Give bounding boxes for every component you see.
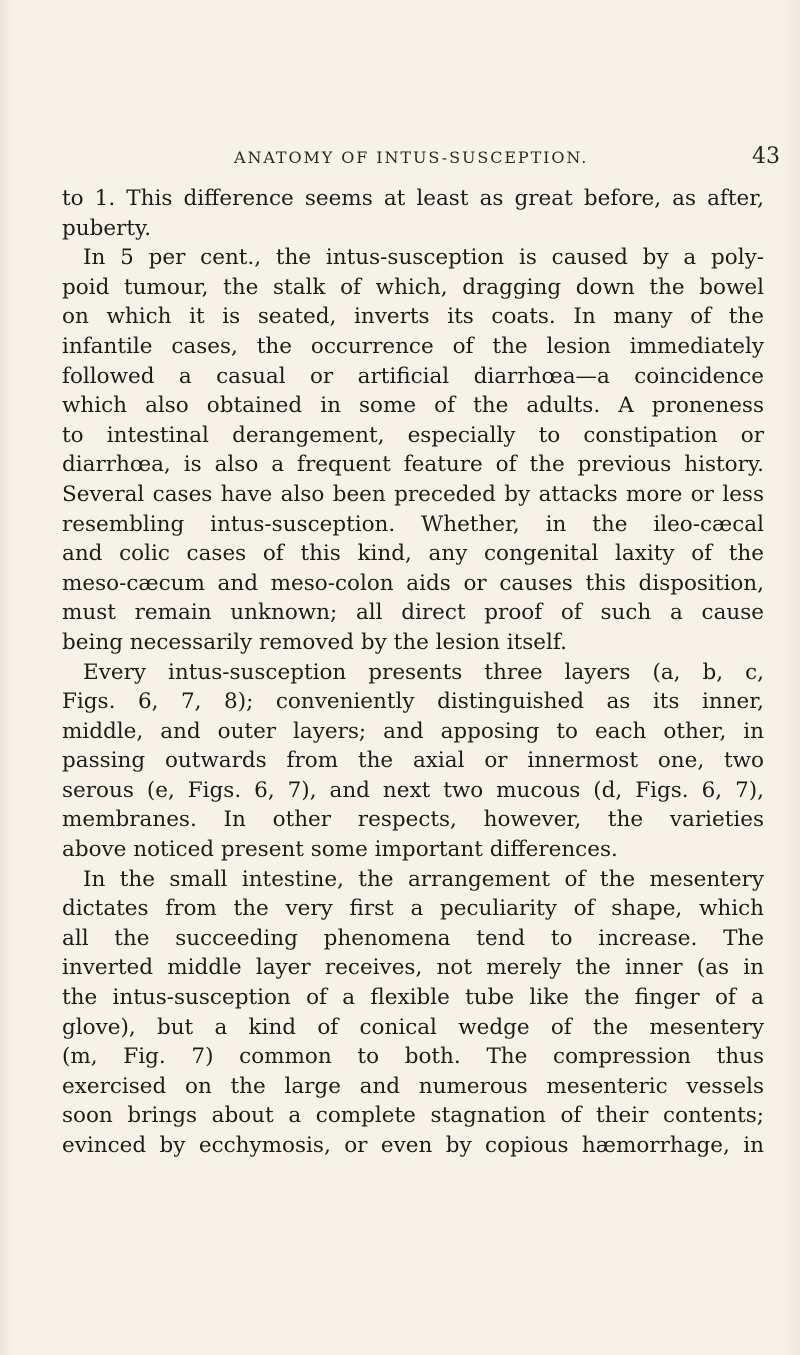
text-line: serous (e, Figs. 6, 7), and next two mucous (d, Figs. 6, 7), <box>62 777 764 803</box>
text-line: meso-cæcum and meso-colon aids or causes this disposition, <box>62 570 764 596</box>
text-line: being necessarily removed by the lesion itself. <box>62 629 567 655</box>
text-line: glove), but a kind of conical wedge of the mesentery <box>62 1014 764 1040</box>
running-head: ANATOMY OF INTUS-SUSCEPTION. <box>234 148 589 167</box>
text-line: which also obtained in some of the adults. A proneness <box>62 393 764 419</box>
text-line: infantile cases, the occurrence of the lesion immediately <box>62 333 764 359</box>
text-line: to intestinal derangement, especially to constipation or <box>62 422 764 448</box>
text-line: and colic cases of this kind, any congenital laxity of the <box>62 541 764 567</box>
text-line: exercised on the large and numerous mesenteric vessels <box>62 1073 764 1099</box>
page-number: 43 <box>752 144 780 169</box>
text-line: membranes. In other respects, however, the varieties <box>62 807 764 833</box>
text-line: In 5 per cent., the intus-susception is caused by a poly- <box>83 245 764 271</box>
text-line: diarrhœa, is also a frequent feature of the previous history. <box>62 452 764 478</box>
text-line: (m, Fig. 7) common to both. The compression thus <box>62 1044 764 1070</box>
text-line: the intus-susception of a flexible tube like the finger of a <box>62 985 764 1011</box>
text-line: resembling intus-susception. Whether, in the ileo-cæcal <box>62 511 764 537</box>
text-line: passing outwards from the axial or innermost one, two <box>62 748 764 774</box>
text-line: puberty. <box>62 215 152 241</box>
text-line: dictates from the very first a peculiarity of shape, which <box>62 896 764 922</box>
text-line: soon brings about a complete stagnation of their contents; <box>62 1103 764 1129</box>
text-line: In the small intestine, the arrangement of the mesentery <box>83 866 764 892</box>
text-line: followed a casual or artificial diarrhœa—a coincidence <box>62 363 764 389</box>
text-line: middle, and outer layers; and apposing to each other, in <box>62 718 764 744</box>
text-line: inverted middle layer receives, not merely the inner (as in <box>62 955 764 981</box>
page-header <box>234 144 794 178</box>
text-line: on which it is seated, inverts its coats. In many of the <box>62 304 764 330</box>
text-line: Figs. 6, 7, 8); conveniently distinguished as its inner, <box>62 689 764 715</box>
body-text <box>62 184 764 1161</box>
text-line: all the succeeding phenomena tend to increase. The <box>62 925 764 951</box>
text-line: Several cases have also been preceded by attacks more or less <box>62 481 764 507</box>
text-line: poid tumour, the stalk of which, dragging down the bowel <box>62 274 764 300</box>
text-line: evinced by ecchymosis, or even by copious hæmorrhage, in <box>62 1133 764 1158</box>
text-line: above noticed present some important differences. <box>62 837 618 863</box>
text-line: to 1. This difference seems at least as great before, as after, <box>62 186 764 211</box>
text-line: Every intus-susception presents three layers (a, b, c, <box>83 659 764 685</box>
text-line: must remain unknown; all direct proof of such a cause <box>62 600 764 626</box>
